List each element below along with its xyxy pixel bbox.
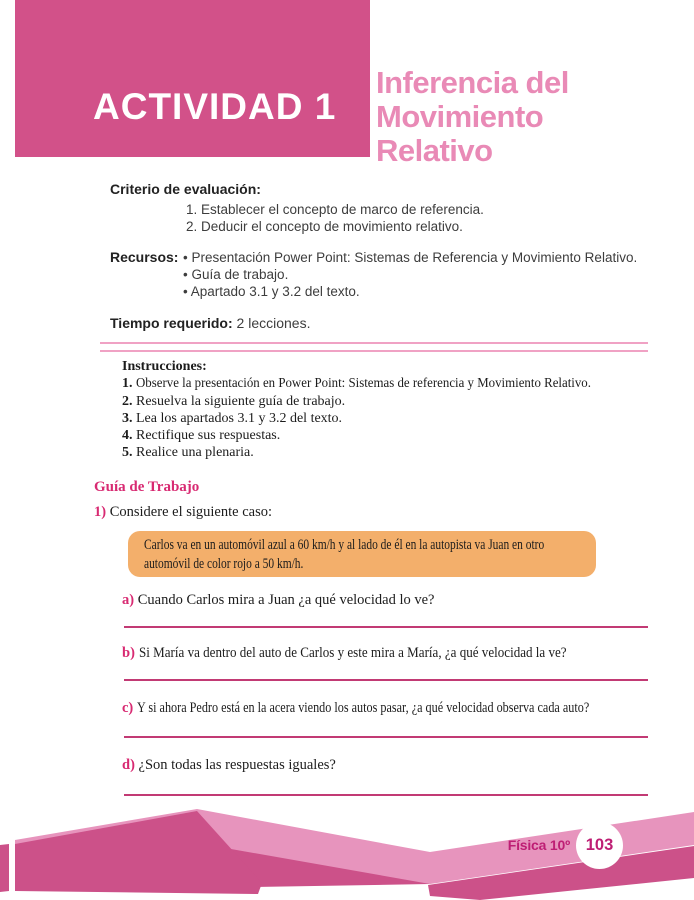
footer-subject-label: Física 10º	[507, 837, 570, 853]
question-text: Cuando Carlos mira a Juan ¿a qué velocidad lo ve?	[137, 592, 435, 608]
page-title-line2: Movimiento	[376, 99, 544, 134]
question-a	[122, 592, 434, 609]
question-letter: c)	[122, 700, 134, 716]
criteria-item: 2. Deducir el concepto de movimiento relativo.	[186, 219, 463, 234]
question-letter: d)	[122, 757, 135, 773]
case-prompt-number: 1)	[94, 504, 107, 520]
footer-ribbon-edge-sliver	[0, 844, 9, 892]
case-highlight-box	[128, 531, 596, 577]
instruction-item: 2. Resuelva la siguiente guía de trabajo.	[122, 393, 346, 409]
answer-line[interactable]	[124, 736, 648, 738]
case-prompt-text: Considere el siguiente caso:	[109, 504, 272, 520]
divider-line	[100, 342, 648, 344]
resources-list	[183, 249, 637, 300]
instruction-item: 1. Observe la presentación en Power Point: Sistemas de referencia y Movimiento Relativo.	[122, 376, 591, 392]
answer-line[interactable]	[124, 679, 648, 681]
question-letter: a)	[122, 592, 135, 608]
instructions-section	[122, 358, 631, 462]
page-title	[376, 66, 569, 168]
criteria-label: Criterio de evaluación:	[110, 181, 261, 197]
activity-banner	[15, 0, 370, 157]
question-d	[122, 757, 336, 774]
answer-line[interactable]	[124, 794, 648, 796]
divider-line	[100, 350, 648, 352]
instruction-item: 4. Rectifique sus respuestas.	[122, 428, 281, 444]
resources-label: Recursos:	[110, 249, 179, 265]
work-guide-heading: Guía de Trabajo	[94, 479, 200, 495]
page-number-badge	[576, 822, 623, 869]
bullet-icon: •	[183, 250, 188, 265]
resources-item: • Apartado 3.1 y 3.2 del texto.	[183, 284, 360, 299]
page-title-line3: Relativo	[376, 133, 493, 168]
answer-line[interactable]	[124, 626, 648, 628]
question-b	[122, 645, 614, 662]
resources-item: • Presentación Power Point: Sistemas de Referencia y Movimiento Relativo.	[183, 250, 638, 265]
time-required-label: Tiempo requerido:	[110, 315, 233, 331]
activity-banner-label: ACTIVIDAD 1	[93, 86, 337, 127]
case-text: Carlos va en un automóvil azul a 60 km/h y al lado de él en la autopista va Juan en otro automóvil de color rojo a 50 km/h.	[144, 537, 545, 572]
instruction-item: 3. Lea los apartados 3.1 y 3.2 del texto.	[122, 410, 343, 426]
question-text: ¿Son todas las respuestas iguales?	[138, 757, 336, 773]
case-prompt	[94, 504, 272, 521]
bullet-icon: •	[183, 267, 188, 282]
resources-item: • Guía de trabajo.	[183, 267, 289, 282]
time-required	[110, 315, 310, 331]
question-letter: b)	[122, 645, 135, 661]
page-number: 103	[585, 836, 614, 854]
question-text: Y si ahora Pedro está en la acera viendo los autos pasar, ¿a qué velocidad observa cada auto?	[136, 700, 590, 716]
bullet-icon: •	[183, 284, 188, 299]
question-text: Si María va dentro del auto de Carlos y este mira a María, ¿a qué velocidad la ve?	[138, 645, 567, 661]
criteria-list	[186, 201, 484, 235]
instructions-label: Instrucciones:	[122, 359, 207, 374]
criteria-item: 1. Establecer el concepto de marco de referencia.	[186, 202, 484, 217]
page-title-line1: Inferencia del	[376, 65, 569, 100]
time-required-value: 2 lecciones.	[236, 315, 311, 331]
instruction-item: 5. Realice una plenaria.	[122, 445, 254, 461]
question-c	[122, 700, 675, 717]
